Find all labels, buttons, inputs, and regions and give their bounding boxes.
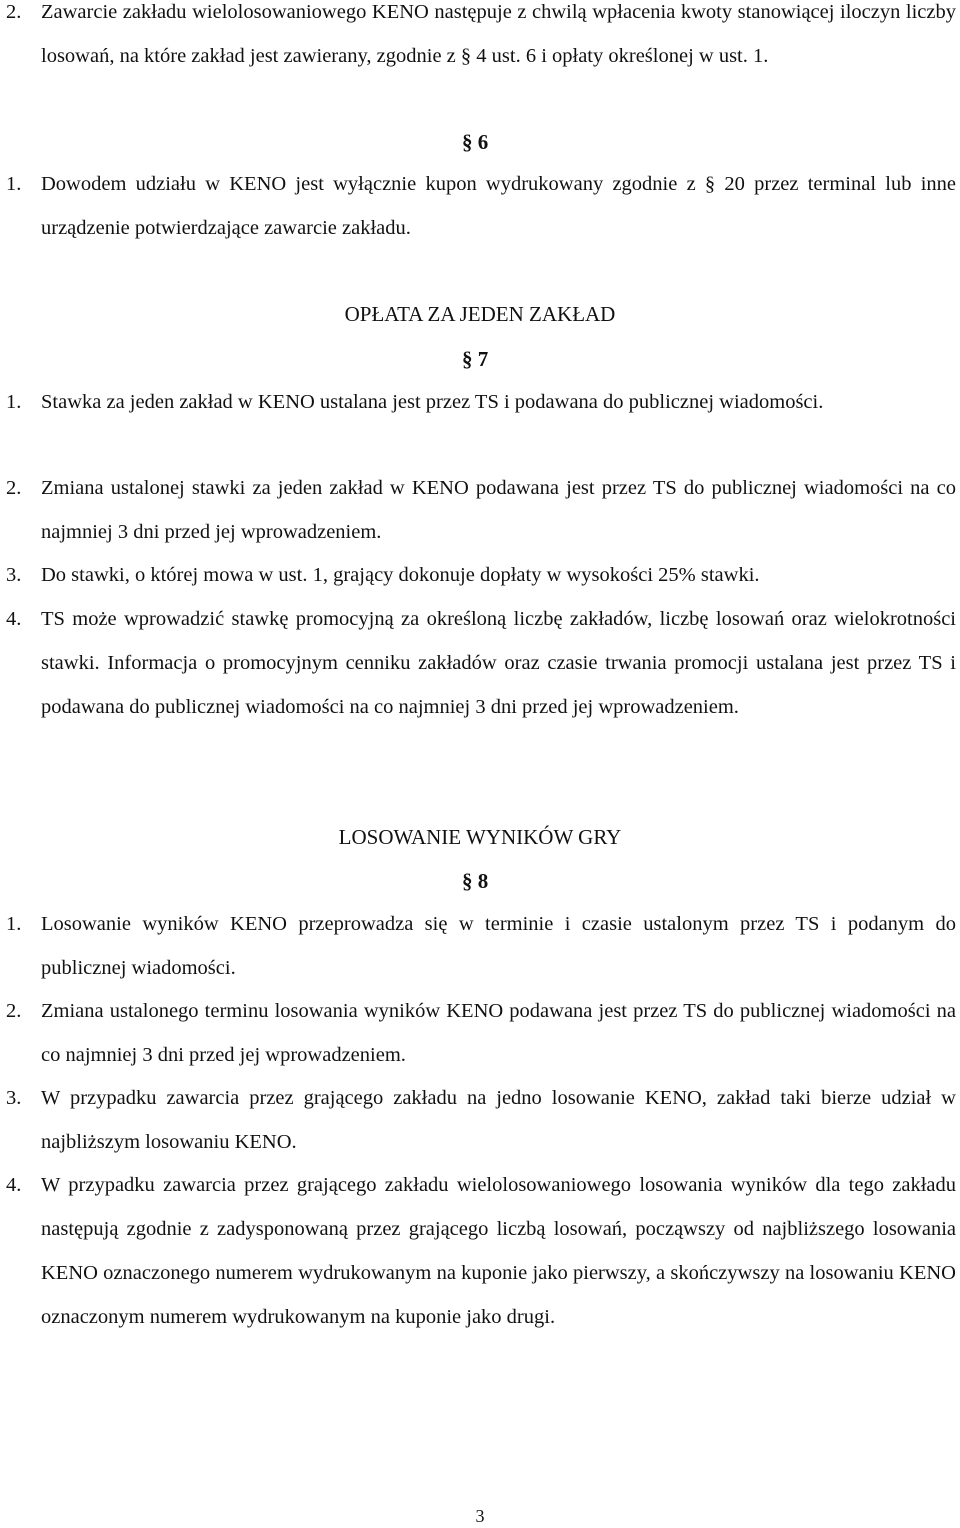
paragraph-mark-7: § 7 xyxy=(462,347,489,371)
section-heading-draw: LOSOWANIE WYNIKÓW GRY xyxy=(338,825,622,849)
list-item xyxy=(6,1163,956,1339)
list-item xyxy=(6,553,956,597)
item-text: Do stawki, o której mowa w ust. 1, grający dokonuje dopłaty w wysokości 25% stawki. xyxy=(41,564,760,586)
list-item xyxy=(6,0,956,78)
page-number: 3 xyxy=(475,1506,485,1526)
item-text: W przypadku zawarcia przez grającego zakładu wielolosowaniowego losowania wyników dla tego zakładu następują zgodnie z zadysponowaną przez grającego liczbą losowań, począwszy od najbliższego losowania KENO oznaczonego numerem wydrukowanym na kuponie jako pierwszy, a skończywszy na losowaniu KENO oznaczonym numerem wydrukowanym na kuponie jako drugi. xyxy=(41,1174,956,1328)
item-number: 1. xyxy=(6,173,22,195)
item-text: Zmiana ustalonego terminu losowania wyników KENO podawana jest przez TS do publicznej wiadomości na co najmniej 3 dni przed jej wprowadzeniem. xyxy=(41,1000,956,1066)
paragraph-mark-8: § 8 xyxy=(462,869,489,893)
item-text: TS może wprowadzić stawkę promocyjną za określoną liczbę zakładów, liczbę losowań oraz wielokrotności stawki. Informacja o promocyjnym cenniku zakładów oraz czasie trwania promocji ustalana jest przez TS i podawana do publicznej wiadomości na co najmniej 3 dni przed jej wprowadzeniem. xyxy=(41,608,956,718)
item-text: W przypadku zawarcia przez grającego zakładu na jedno losowanie KENO, zakład taki bierze udział w najbliższym losowaniu KENO. xyxy=(41,1087,956,1153)
item-number: 2. xyxy=(6,477,22,499)
section-heading-fee: OPŁATA ZA JEDEN ZAKŁAD xyxy=(344,302,616,326)
item-text: Zmiana ustalonej stawki za jeden zakład w KENO podawana jest przez TS do publicznej wiadomości na co najmniej 3 dni przed jej wprowadzeniem. xyxy=(41,477,956,543)
item-number: 1. xyxy=(6,391,22,413)
list-item xyxy=(6,902,956,990)
list-item xyxy=(6,162,956,250)
item-number: 3. xyxy=(6,564,22,586)
list-item xyxy=(6,380,956,424)
list-item xyxy=(6,597,956,729)
item-text: Dowodem udziału w KENO jest wyłącznie kupon wydrukowany zgodnie z § 20 przez terminal lub inne urządzenie potwierdzające zawarcie zakładu. xyxy=(41,173,956,239)
paragraph-mark-6: § 6 xyxy=(462,130,489,154)
item-number: 4. xyxy=(6,608,22,630)
item-text: Losowanie wyników KENO przeprowadza się w terminie i czasie ustalonym przez TS i podanym do publicznej wiadomości. xyxy=(41,913,956,979)
item-text: Zawarcie zakładu wielolosowaniowego KENO następuje z chwilą wpłacenia kwoty stanowiącej iloczyn liczby losowań, na które zakład jest zawierany, zgodnie z § 4 ust. 6 i opłaty określonej w ust. 1. xyxy=(41,1,956,67)
item-number: 2. xyxy=(6,1000,22,1022)
item-text: Stawka za jeden zakład w KENO ustalana jest przez TS i podawana do publicznej wiadomości. xyxy=(41,391,824,413)
list-item xyxy=(6,1076,956,1164)
item-number: 2. xyxy=(6,1,22,23)
list-item xyxy=(6,466,956,554)
list-item xyxy=(6,989,956,1077)
item-number: 1. xyxy=(6,913,22,935)
item-number: 4. xyxy=(6,1174,22,1196)
item-number: 3. xyxy=(6,1087,22,1109)
